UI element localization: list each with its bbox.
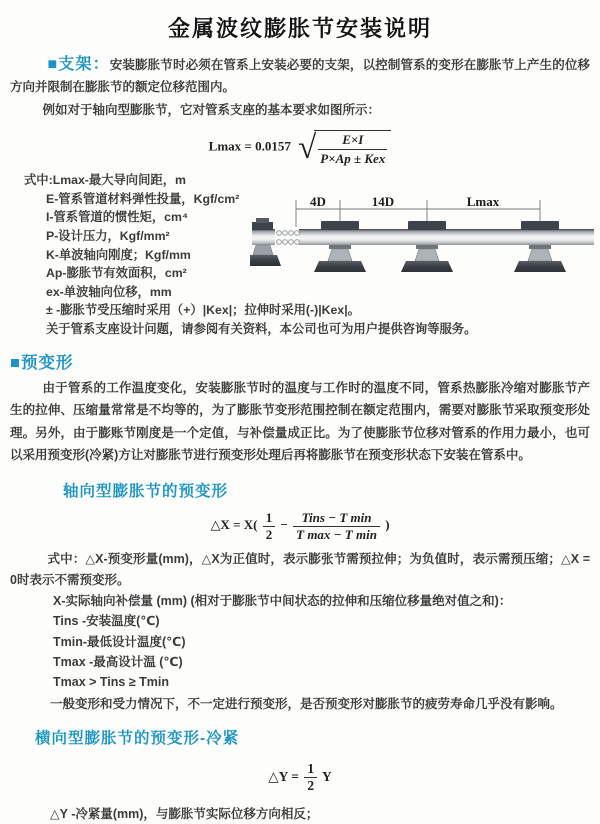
axial-definitions	[53, 591, 590, 692]
support-diagram-svg	[250, 193, 596, 290]
defs-intro: 式中:Lmax-最大导向间距，m	[24, 173, 186, 188]
radical-sign: √	[298, 129, 317, 166]
pipe-support	[514, 221, 566, 272]
def-item-e: E-管系管道材料弹性投量，Kgf/cm²	[46, 191, 240, 206]
lateral-subheading: 横向型膨胀节的预变形-冷紧	[35, 730, 240, 748]
axial-def-tmax: Tmax -最高设计温 (℃)	[53, 654, 183, 669]
formula-dy-rhs: Y	[321, 769, 332, 785]
pipe-support	[314, 221, 366, 272]
bellows-icon	[275, 227, 299, 247]
pipe	[252, 229, 594, 245]
bracket-example-text: 例如对于轴向型膨胀节，它对管系支座的基本要求如图所示：	[42, 103, 381, 117]
def-item-k: K-单波轴向刚度；Kgf/mm	[46, 247, 191, 262]
lateral-note-text: △Y -冷紧量(mm)，与膨胀节实际位移方向相反；	[50, 806, 319, 821]
temperature-fraction: $\frac{\text{Tins − T min}}{\text{T max − T min}}$	[293, 511, 380, 541]
axial-explain-text: 式中：△X-预变形量(mm)，△X为正值时，表示膨张节需预拉伸；为负值时，表示需预压缩；△X = 0时表示不需预变形。	[10, 552, 590, 588]
bracket-intro-paragraph	[10, 54, 590, 98]
minus-operator: −	[280, 517, 288, 533]
formula-lmax	[10, 130, 590, 165]
def-item-ap: Ap-膨胀节有效面积，cm²	[46, 266, 187, 281]
fraction-one-half: $\frac{1}{2}$	[304, 762, 317, 793]
bracket-intro-text: 安装膨胀节时必须在管系上安装必要的支架，以控制管系的变形在膨胀节上产生的位移方向并限制在膨胀节的额定位移范围内。	[10, 58, 590, 94]
radical-expression	[298, 130, 391, 165]
page-title: 金属波纹膨胀节安装说明	[167, 16, 432, 41]
closing-paren: )	[385, 517, 390, 533]
sign-note: ± -膨胀节受压缩时采用（+）|Kex|；拉伸时采用(-)|Kex|。	[46, 303, 360, 318]
axial-subheading: 轴向型膨胀节的预变形	[63, 483, 229, 500]
bracket-section-heading: ■支架：	[47, 56, 110, 73]
radical-denominator: P×Ap ± Kex	[320, 150, 386, 166]
consult-note: 关于管系支座设计问题，请参阅有关资料，本公司也可为用户提供咨询等服务。	[46, 322, 477, 337]
def-item-ex: ex-单波轴向位移，mm	[46, 284, 172, 299]
axial-temp-relation: Tmax > Tins ≥ Tmin	[53, 675, 170, 690]
dimension-label-4d: 4D	[310, 194, 326, 209]
predeform-body-text: 由于管系的工作温度变化，安装膨胀节时的温度与工作时的温度不同，管系热膨胀冷缩对膨胀节产生的拉伸、压缩量常常是不均等的，为了膨胀节变形范围控制在额定范围内，需要对膨胀节采取预变形处理。另外，由于膨账节刚度是一个定值，与补偿量成正比。为了使膨胀节位移对管系的作用力最小，也可以采用预变形(冷紧)方让对膨胀节进行预变形处理后再将膨胀节在预变形状态下安装在管系中。	[10, 380, 590, 463]
axial-note-text: 一般变形和受力情况下，不一定进行预变形，是否预变形对膨胀节的疲劳寿命几乎没有影响。	[50, 697, 563, 712]
predeform-section-heading: ■预变形	[10, 353, 74, 372]
formula-delta-x	[10, 511, 590, 541]
formula-dy-lhs: △Y =	[268, 769, 299, 785]
axial-def-tmin: Tmin-最低设计温度(℃)	[53, 634, 186, 649]
def-item-p: P-设计压力，Kgf/mm²	[46, 229, 170, 244]
dimension-label-lmax: Lmax	[466, 194, 500, 209]
fraction-one-half: $\frac{1}{2}$	[263, 511, 276, 541]
pipe-support	[401, 221, 453, 272]
axial-def-x: X-实际轴向补偿量 (mm) (相对于膨胀节中间状态的拉伸和压缩位移量绝对值之和)：	[53, 594, 512, 609]
support-diagram	[250, 193, 596, 290]
radical-numerator: E×I	[318, 133, 387, 150]
formula-dx-lhs: △X = X(	[210, 517, 258, 533]
axial-def-tins: Tins -安装温度(℃)	[53, 614, 160, 629]
def-item-i: I-管系管道的惯性矩，cm⁴	[46, 210, 189, 225]
formula-delta-y	[10, 762, 590, 793]
dimension-label-14d: 14D	[371, 194, 395, 209]
formula-lmax-lhs: Lmax = 0.0157	[208, 138, 291, 154]
